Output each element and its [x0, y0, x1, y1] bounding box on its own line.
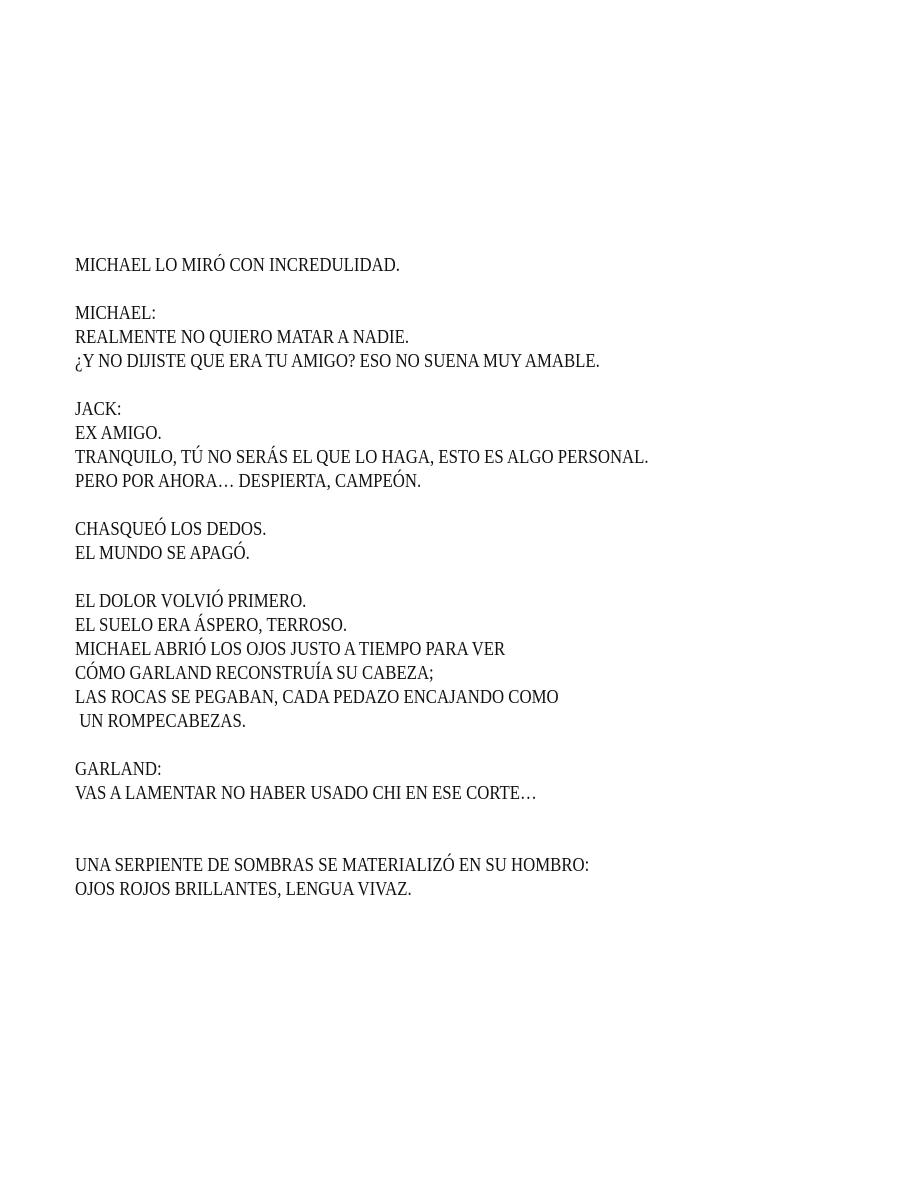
paragraph-dialogue-michael [75, 302, 849, 374]
text-line: PERO POR AHORA… DESPIERTA, CAMPEÓN. [75, 471, 422, 492]
text-line: UN ROMPECABEZAS. [75, 711, 246, 732]
paragraph-narration-2 [75, 518, 849, 566]
speaker-label: JACK: [75, 399, 122, 420]
text-line: VAS A LAMENTAR NO HABER USADO CHI EN ESE CORTE… [75, 783, 537, 804]
text-line: EL MUNDO SE APAGÓ. [75, 543, 250, 564]
paragraph-dialogue-jack [75, 398, 849, 494]
text-line: UNA SERPIENTE DE SOMBRAS SE MATERIALIZÓ EN SU HOMBRO: [75, 855, 590, 876]
speaker-label: GARLAND: [75, 759, 162, 780]
speaker-label: MICHAEL: [75, 303, 157, 324]
paragraph-narration-1 [75, 254, 849, 278]
paragraph-dialogue-garland [75, 758, 849, 806]
text-line: MICHAEL LO MIRÓ CON INCREDULIDAD. [75, 255, 400, 276]
text-line: EL DOLOR VOLVIÓ PRIMERO. [75, 591, 307, 612]
text-line: EL SUELO ERA ÁSPERO, TERROSO. [75, 615, 348, 636]
text-line: CÓMO GARLAND RECONSTRUÍA SU CABEZA; [75, 663, 434, 684]
paragraph-narration-3 [75, 590, 849, 734]
text-line: OJOS ROJOS BRILLANTES, LENGUA VIVAZ. [75, 879, 412, 900]
text-line: MICHAEL ABRIÓ LOS OJOS JUSTO A TIEMPO PARA VER [75, 639, 506, 660]
text-line: TRANQUILO, TÚ NO SERÁS EL QUE LO HAGA, ESTO ES ALGO PERSONAL. [75, 447, 649, 468]
paragraph-narration-4 [75, 854, 849, 902]
text-line: EX AMIGO. [75, 423, 162, 444]
text-line: REALMENTE NO QUIERO MATAR A NADIE. [75, 327, 410, 348]
document-body [75, 254, 849, 926]
text-line: CHASQUEÓ LOS DEDOS. [75, 519, 267, 540]
text-line: ¿Y NO DIJISTE QUE ERA TU AMIGO? ESO NO SUENA MUY AMABLE. [75, 351, 600, 372]
text-line: LAS ROCAS SE PEGABAN, CADA PEDAZO ENCAJANDO COMO [75, 687, 559, 708]
